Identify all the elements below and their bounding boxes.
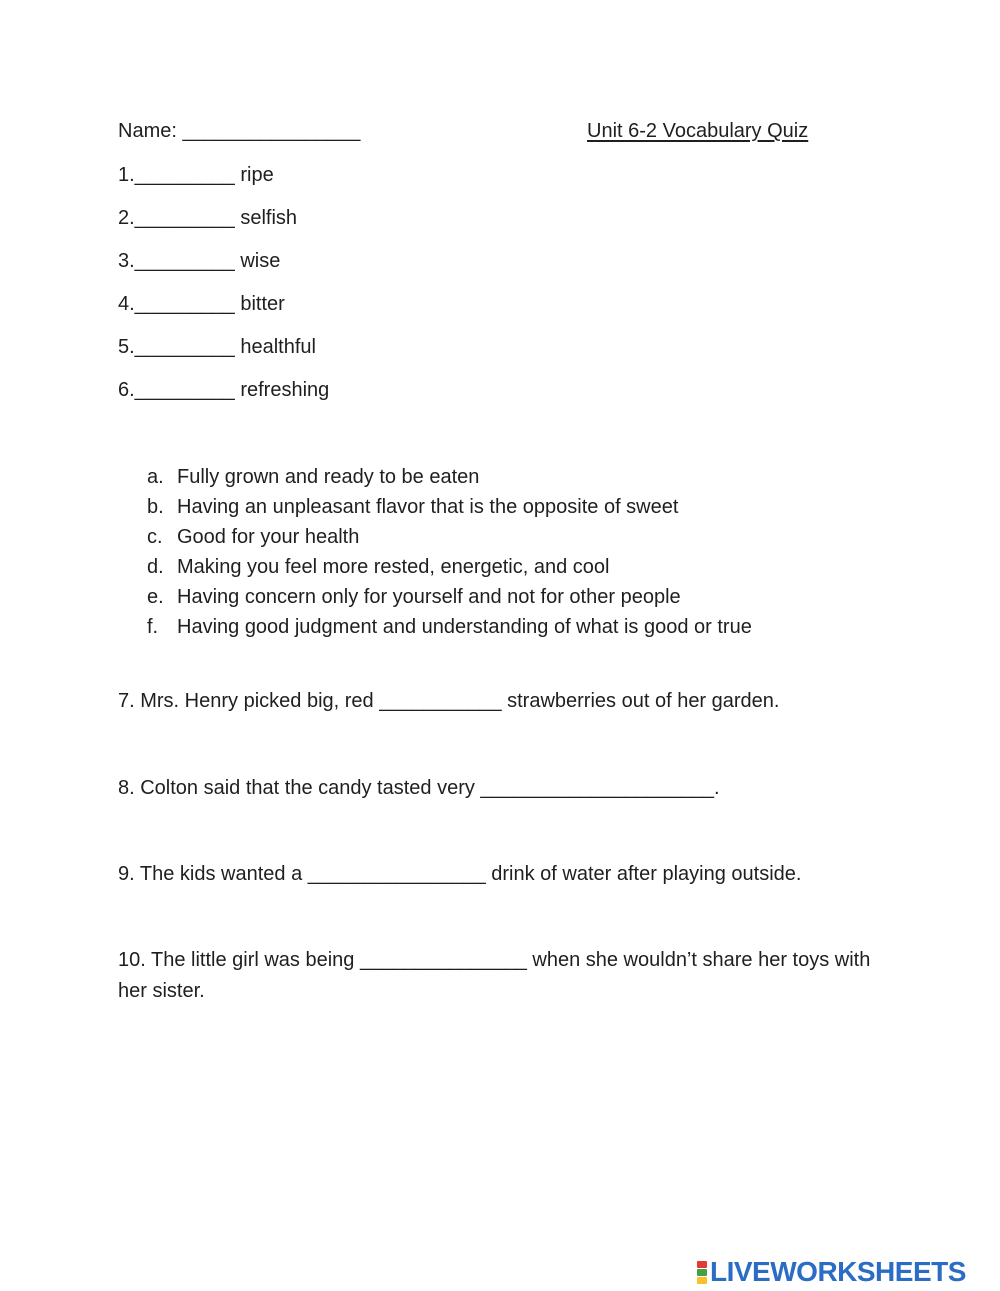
- definition-letter-d: d.: [147, 556, 164, 578]
- definition-letter-c: c.: [147, 526, 163, 548]
- logo-block-green: [697, 1269, 707, 1276]
- logo-blocks-icon: [697, 1261, 707, 1284]
- definition-letter-b: b.: [147, 496, 164, 518]
- matching-item-2: 2._________ selfish: [118, 207, 298, 229]
- definition-text-b: Having an unpleasant flavor that is the opposite of sweet: [177, 496, 679, 518]
- logo-block-yellow: [697, 1277, 707, 1284]
- definition-letter-e: e.: [147, 586, 164, 608]
- logo-block-red: [697, 1261, 707, 1268]
- fill-in-sentence-10: 10. The little girl was being _______________ when she wouldn’t share her toys with her sister.: [118, 949, 871, 1002]
- definition-text-a: Fully grown and ready to be eaten: [177, 466, 480, 488]
- definition-text-e: Having concern only for yourself and not for other people: [177, 586, 681, 608]
- matching-item-5: 5._________ healthful: [118, 336, 316, 358]
- quiz-title: Unit 6-2 Vocabulary Quiz: [587, 120, 809, 142]
- matching-item-3: 3._________ wise: [118, 250, 281, 272]
- fill-in-sentence-8: 8. Colton said that the candy tasted very _____________________.: [118, 777, 720, 799]
- logo-wordmark: LIVEWORKSHEETS: [710, 1256, 966, 1287]
- definition-letter-f: f.: [147, 616, 159, 638]
- matching-item-4: 4._________ bitter: [118, 293, 285, 315]
- matching-item-6: 6._________ refreshing: [118, 379, 330, 401]
- matching-item-1: 1._________ ripe: [118, 164, 274, 186]
- liveworksheets-logo: [697, 1257, 966, 1287]
- definition-text-c: Good for your health: [177, 526, 360, 548]
- name-field-label: Name: ________________: [118, 120, 361, 142]
- definition-text-d: Making you feel more rested, energetic, and cool: [177, 556, 610, 578]
- definition-text-f: Having good judgment and understanding of what is good or true: [177, 616, 752, 638]
- definition-letter-a: a.: [147, 466, 164, 488]
- fill-in-sentence-9: 9. The kids wanted a ________________ drink of water after playing outside.: [118, 863, 802, 885]
- fill-in-sentence-7: 7. Mrs. Henry picked big, red ___________ strawberries out of her garden.: [118, 690, 780, 712]
